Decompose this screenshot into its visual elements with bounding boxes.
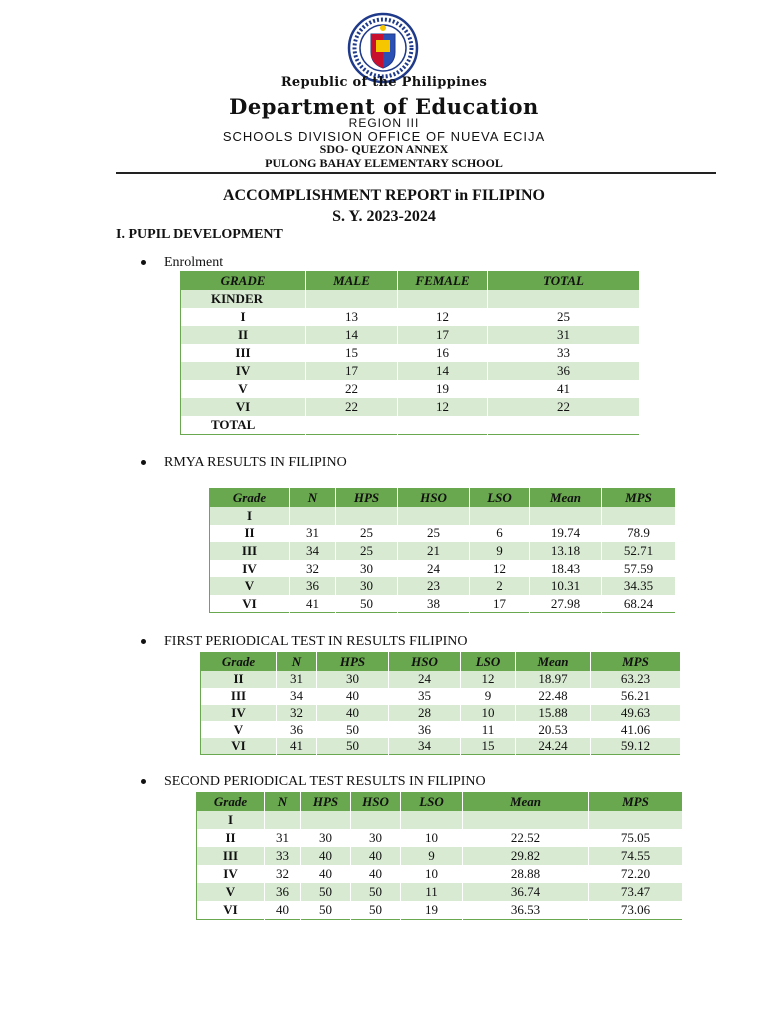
- table-header-row: [181, 272, 640, 291]
- table-cell: 31: [265, 829, 301, 847]
- column-header: Mean: [516, 653, 591, 672]
- column-header: Grade: [210, 489, 290, 508]
- second-periodical-label: SECOND PERIODICAL TEST RESULTS IN FILIPINO: [164, 774, 486, 789]
- table-row: [210, 507, 676, 525]
- table-cell: 24.24: [516, 738, 591, 755]
- table-cell: [398, 507, 470, 525]
- table-cell: 25: [336, 525, 398, 543]
- table-cell: 9: [401, 847, 463, 865]
- table-cell: 15.88: [516, 705, 591, 722]
- table-cell: 36.74: [463, 883, 589, 901]
- table-cell: [589, 811, 683, 829]
- table-cell: 35: [389, 688, 461, 705]
- enrolment-label: Enrolment: [164, 255, 224, 270]
- table-row: [201, 721, 681, 738]
- table-cell: 41: [290, 595, 336, 613]
- table-cell: 14: [306, 326, 398, 344]
- table-cell: 36: [488, 362, 640, 380]
- table-cell: 30: [301, 829, 351, 847]
- grade-cell: V: [181, 380, 306, 398]
- table-row: [210, 595, 676, 613]
- table-cell: [306, 290, 398, 308]
- table-cell: [488, 290, 640, 308]
- table-cell: 40: [317, 705, 389, 722]
- grade-cell: VI: [181, 398, 306, 416]
- rmya-bullet: [141, 455, 347, 471]
- grade-cell: III: [181, 344, 306, 362]
- table-cell: 72.20: [589, 865, 683, 883]
- grade-cell: II: [197, 829, 265, 847]
- table-row: [210, 560, 676, 578]
- table-row: [181, 398, 640, 416]
- deped-seal-icon: [347, 12, 419, 84]
- column-header: Mean: [530, 489, 602, 508]
- column-header: N: [290, 489, 336, 508]
- table-cell: 40: [317, 688, 389, 705]
- table-cell: 18.97: [516, 671, 591, 688]
- table-cell: 30: [317, 671, 389, 688]
- table-header-row: [197, 793, 683, 812]
- table-cell: 57.59: [602, 560, 676, 578]
- table-cell: 25: [336, 542, 398, 560]
- table-row: [181, 344, 640, 362]
- table-cell: 22.52: [463, 829, 589, 847]
- table-cell: 29.82: [463, 847, 589, 865]
- column-header: HSO: [351, 793, 401, 812]
- column-header: Grade: [197, 793, 265, 812]
- column-header: Grade: [201, 653, 277, 672]
- grade-cell: III: [197, 847, 265, 865]
- table-cell: 36: [290, 577, 336, 595]
- table-cell: [398, 290, 488, 308]
- table-cell: 30: [351, 829, 401, 847]
- table-cell: 23: [398, 577, 470, 595]
- column-header: HPS: [336, 489, 398, 508]
- table-cell: 24: [389, 671, 461, 688]
- table-cell: 68.24: [602, 595, 676, 613]
- table-cell: 15: [461, 738, 516, 755]
- table-row: [181, 362, 640, 380]
- table-cell: 12: [398, 398, 488, 416]
- table-cell: 36.53: [463, 901, 589, 919]
- grade-cell: IV: [210, 560, 290, 578]
- grade-cell: II: [181, 326, 306, 344]
- column-header: LSO: [470, 489, 530, 508]
- column-header: TOTAL: [488, 272, 640, 291]
- enrolment-bullet: [141, 255, 223, 271]
- column-header: N: [277, 653, 317, 672]
- bullet-icon: [141, 260, 146, 265]
- table-cell: 20.53: [516, 721, 591, 738]
- table-cell: [530, 507, 602, 525]
- table-row: [201, 738, 681, 755]
- table-cell: 50: [317, 738, 389, 755]
- table-row: [197, 829, 683, 847]
- grade-cell: III: [201, 688, 277, 705]
- table-cell: 17: [470, 595, 530, 613]
- table-cell: 75.05: [589, 829, 683, 847]
- table-cell: [265, 811, 301, 829]
- column-header: HSO: [398, 489, 470, 508]
- table-cell: [463, 811, 589, 829]
- table-row: [197, 847, 683, 865]
- table-cell: 10: [401, 829, 463, 847]
- table-cell: 17: [306, 362, 398, 380]
- table-cell: 34: [389, 738, 461, 755]
- column-header: N: [265, 793, 301, 812]
- table-row: [181, 290, 640, 308]
- rmya-label: RMYA RESULTS IN FILIPINO: [164, 455, 347, 470]
- table-cell: 19.74: [530, 525, 602, 543]
- grade-cell: IV: [197, 865, 265, 883]
- table-cell: [602, 507, 676, 525]
- table-cell: 14: [398, 362, 488, 380]
- bullet-icon: [141, 639, 146, 644]
- grade-cell: II: [210, 525, 290, 543]
- table-row: [181, 308, 640, 326]
- column-header: HPS: [301, 793, 351, 812]
- table-cell: [470, 507, 530, 525]
- table-header-row: [201, 653, 681, 672]
- table-row: [181, 416, 640, 434]
- table-row: [210, 525, 676, 543]
- grade-cell: V: [201, 721, 277, 738]
- grade-cell: V: [197, 883, 265, 901]
- table-cell: 10: [401, 865, 463, 883]
- table-cell: 28: [389, 705, 461, 722]
- first-periodical-label: FIRST PERIODICAL TEST IN RESULTS FILIPINO: [164, 634, 468, 649]
- first-periodical-table: [200, 652, 681, 755]
- table-cell: 36: [265, 883, 301, 901]
- table-cell: 30: [336, 560, 398, 578]
- table-cell: 2: [470, 577, 530, 595]
- table-row: [201, 705, 681, 722]
- column-header: Mean: [463, 793, 589, 812]
- table-cell: 32: [265, 865, 301, 883]
- grade-cell: III: [210, 542, 290, 560]
- second-periodical-bullet: [141, 774, 486, 790]
- table-row: [210, 542, 676, 560]
- table-cell: [398, 416, 488, 434]
- table-row: [197, 901, 683, 919]
- table-cell: 10.31: [530, 577, 602, 595]
- column-header: MALE: [306, 272, 398, 291]
- table-row: [210, 577, 676, 595]
- table-cell: 11: [461, 721, 516, 738]
- table-cell: 73.47: [589, 883, 683, 901]
- table-cell: 31: [277, 671, 317, 688]
- table-cell: 40: [265, 901, 301, 919]
- column-header: LSO: [401, 793, 463, 812]
- department-label: Department of Education: [229, 94, 539, 119]
- grade-cell: VI: [210, 595, 290, 613]
- table-cell: 11: [401, 883, 463, 901]
- grade-cell: I: [181, 308, 306, 326]
- table-cell: 34.35: [602, 577, 676, 595]
- table-cell: 21: [398, 542, 470, 560]
- table-cell: 15: [306, 344, 398, 362]
- table-cell: [401, 811, 463, 829]
- table-row: [197, 865, 683, 883]
- second-periodical-table: [196, 792, 683, 920]
- table-cell: [336, 507, 398, 525]
- column-header: MPS: [591, 653, 681, 672]
- table-cell: 36: [389, 721, 461, 738]
- table-cell: 13.18: [530, 542, 602, 560]
- grade-cell: IV: [181, 362, 306, 380]
- school-year: S. Y. 2023-2024: [332, 208, 436, 225]
- column-header: LSO: [461, 653, 516, 672]
- table-cell: 40: [351, 865, 401, 883]
- table-row: [197, 811, 683, 829]
- table-cell: 12: [470, 560, 530, 578]
- table-cell: [301, 811, 351, 829]
- grade-cell: V: [210, 577, 290, 595]
- table-cell: 13: [306, 308, 398, 326]
- table-row: [181, 380, 640, 398]
- table-cell: 9: [461, 688, 516, 705]
- grade-cell: VI: [201, 738, 277, 755]
- table-cell: 34: [277, 688, 317, 705]
- table-cell: 19: [398, 380, 488, 398]
- table-cell: 22: [306, 398, 398, 416]
- table-cell: 50: [317, 721, 389, 738]
- grade-cell: IV: [201, 705, 277, 722]
- table-cell: 49.63: [591, 705, 681, 722]
- table-cell: 41.06: [591, 721, 681, 738]
- table-cell: 19: [401, 901, 463, 919]
- table-cell: 32: [290, 560, 336, 578]
- table-cell: 59.12: [591, 738, 681, 755]
- table-cell: 40: [301, 865, 351, 883]
- header-divider: [116, 172, 716, 174]
- school-label: PULONG BAHAY ELEMENTARY SCHOOL: [265, 156, 503, 170]
- table-cell: 16: [398, 344, 488, 362]
- table-cell: 34: [290, 542, 336, 560]
- table-cell: 22: [306, 380, 398, 398]
- table-cell: 24: [398, 560, 470, 578]
- table-cell: 12: [398, 308, 488, 326]
- table-cell: [351, 811, 401, 829]
- table-cell: 32: [277, 705, 317, 722]
- table-cell: 50: [301, 883, 351, 901]
- table-cell: 56.21: [591, 688, 681, 705]
- column-header: MPS: [602, 489, 676, 508]
- table-cell: 31: [290, 525, 336, 543]
- column-header: HPS: [317, 653, 389, 672]
- enrolment-table: [180, 271, 640, 435]
- table-cell: 40: [301, 847, 351, 865]
- table-row: [197, 883, 683, 901]
- table-cell: 33: [265, 847, 301, 865]
- table-cell: 40: [351, 847, 401, 865]
- table-cell: 10: [461, 705, 516, 722]
- table-cell: 73.06: [589, 901, 683, 919]
- rmya-table: [209, 488, 676, 613]
- table-cell: 9: [470, 542, 530, 560]
- table-cell: 50: [336, 595, 398, 613]
- table-cell: 30: [336, 577, 398, 595]
- grade-cell: KINDER: [181, 290, 306, 308]
- table-cell: 27.98: [530, 595, 602, 613]
- grade-cell: II: [201, 671, 277, 688]
- table-cell: 17: [398, 326, 488, 344]
- table-cell: 25: [398, 525, 470, 543]
- table-cell: 41: [277, 738, 317, 755]
- column-header: GRADE: [181, 272, 306, 291]
- table-cell: 50: [351, 901, 401, 919]
- annex-label: SDO- QUEZON ANNEX: [319, 142, 449, 156]
- first-periodical-bullet: [141, 634, 468, 650]
- report-title: ACCOMPLISHMENT REPORT in FILIPINO: [223, 187, 545, 204]
- bullet-icon: [141, 460, 146, 465]
- table-cell: 6: [470, 525, 530, 543]
- table-header-row: [210, 489, 676, 508]
- table-cell: [488, 416, 640, 434]
- table-cell: 31: [488, 326, 640, 344]
- bullet-icon: [141, 779, 146, 784]
- table-cell: 12: [461, 671, 516, 688]
- table-cell: 50: [301, 901, 351, 919]
- region-label: REGION III: [348, 116, 420, 130]
- table-cell: 38: [398, 595, 470, 613]
- table-cell: 36: [277, 721, 317, 738]
- table-row: [201, 688, 681, 705]
- table-cell: 22: [488, 398, 640, 416]
- table-cell: [290, 507, 336, 525]
- grade-cell: I: [210, 507, 290, 525]
- table-row: [181, 326, 640, 344]
- table-cell: 52.71: [602, 542, 676, 560]
- table-cell: 22.48: [516, 688, 591, 705]
- grade-cell: TOTAL: [181, 416, 306, 434]
- table-cell: 18.43: [530, 560, 602, 578]
- table-cell: 28.88: [463, 865, 589, 883]
- column-header: FEMALE: [398, 272, 488, 291]
- table-cell: 63.23: [591, 671, 681, 688]
- table-cell: [306, 416, 398, 434]
- grade-cell: VI: [197, 901, 265, 919]
- table-row: [201, 671, 681, 688]
- column-header: HSO: [389, 653, 461, 672]
- table-cell: 25: [488, 308, 640, 326]
- table-cell: 78.9: [602, 525, 676, 543]
- grade-cell: I: [197, 811, 265, 829]
- republic-label: Republic of the Philippines: [280, 75, 488, 90]
- table-cell: 74.55: [589, 847, 683, 865]
- table-cell: 33: [488, 344, 640, 362]
- column-header: MPS: [589, 793, 683, 812]
- section-heading: I. PUPIL DEVELOPMENT: [116, 227, 283, 242]
- table-cell: 50: [351, 883, 401, 901]
- division-label: SCHOOLS DIVISION OFFICE OF NUEVA ECIJA: [222, 129, 546, 144]
- table-cell: 41: [488, 380, 640, 398]
